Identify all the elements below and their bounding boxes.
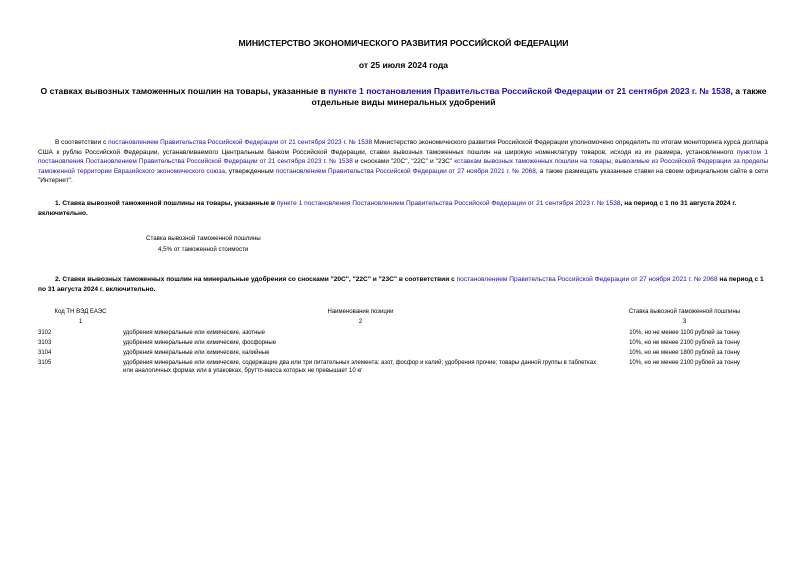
name-cell: удобрения минеральные или химические, азотные	[123, 330, 266, 336]
column-number-row	[38, 317, 771, 329]
intro-text: , а также размещать указанные ставки на своем официальном сайте в сети "Интернет".	[38, 167, 768, 185]
document-date: от 25 июля 2024 года	[358, 60, 449, 70]
column-header-name: Наименование позиции	[327, 309, 394, 315]
column-number: 2	[358, 319, 363, 325]
export-duty-rates-link[interactable]: кставкам вывозных таможенных пошлин на товары, вывозимые из Российской Федерации за пределы таможенной территории Евразийского экономического союза	[38, 158, 768, 175]
code-cell: 3103	[38, 340, 52, 346]
name-cell: удобрения минеральные или химические, калийные	[123, 350, 270, 356]
name-cell: удобрения минеральные или химические, фосфорные	[123, 340, 277, 346]
section-1-text: 1. Ставка вывозной таможенной пошлины на товары, указанные в	[55, 200, 277, 207]
decree-1538-point1-link[interactable]: пунктом 1 постановления Постановлением Правительства Российской Федерации от 21 сентября 2023 г. № 1538	[38, 148, 769, 166]
table-header-row	[38, 307, 771, 317]
intro-text: , утвержденным	[224, 167, 276, 175]
rate-block	[146, 233, 261, 255]
table-row	[38, 329, 771, 339]
decree-1538-link[interactable]: постановлением Правительства Российской Федерации от 21 сентября 2023 г. № 1538	[108, 139, 373, 146]
section-2-link[interactable]: постановлением Правительства Российской Федерации от 27 ноября 2021 г. № 2068	[456, 276, 718, 283]
intro-text: В соответствии с	[55, 139, 109, 146]
title-link[interactable]: пункте 1 постановления Правительства Российской Федерации от 21 сентября 2023 г. № 1538	[328, 86, 731, 96]
code-cell: 3105	[38, 360, 52, 366]
code-cell: 3102	[38, 330, 52, 336]
table-row	[38, 359, 771, 377]
column-header-code: Код ТН ВЭД ЕАЭС	[54, 309, 107, 315]
section-2-text-end: на период с 1 по 31 августа 2024 г. включительно.	[38, 276, 764, 293]
title-text: О ставках вывозных таможенных пошлин на товары, указанные в	[40, 86, 329, 96]
code-cell: 3104	[38, 350, 52, 356]
column-number: 3	[682, 319, 687, 325]
fertilizer-rates-table	[38, 307, 771, 377]
section-2-text: 2. Ставки вывозных таможенных пошлин на минеральные удобрения со сносками "20С", "22С" и "23С" в соответствии с	[55, 276, 457, 283]
name-cell: удобрения минеральные или химические, содержащие два или три питательных элемента: азот, фосфор и калий; удобрения прочие; товары данной группы в таблетках или аналогичных формах или в упаковках, брутто-масса которых не превышает 10 кг	[123, 360, 597, 374]
section-1-text-end: , на период с 1 по 31 августа 2024 г. включительно.	[38, 200, 737, 217]
section-2-paragraph	[38, 275, 768, 295]
table-row	[38, 349, 771, 359]
rate-cell: 10%, но не менее 2100 рублей за тонну	[629, 360, 740, 366]
section-1-link[interactable]: пункте 1 постановления Постановлением Правительства Российской Федерации от 21 сентября 2023 г. № 1538	[276, 200, 621, 207]
table-row	[38, 339, 771, 349]
rate-value: 4,5% от таможенной стоимости	[158, 246, 249, 253]
document-title	[40, 86, 767, 108]
intro-paragraph	[38, 138, 768, 186]
column-header-rate: Ставка вывозной таможенной пошлины	[628, 309, 741, 315]
rate-cell: 10%, но не менее 2100 рублей за тонну	[629, 340, 740, 346]
rate-label: Ставка вывозной таможенной пошлины	[146, 235, 261, 242]
section-1-paragraph	[38, 199, 768, 219]
intro-text: и сносками "20С", "22С" и "23С"	[352, 158, 455, 166]
title-text-end: , а также отдельные виды минеральных удобрений	[311, 86, 767, 107]
rate-cell: 10%, но не менее 1800 рублей за тонну	[629, 350, 740, 356]
column-number: 1	[78, 319, 83, 325]
rate-cell: 10%, но не менее 1100 рублей за тонну	[629, 330, 740, 336]
ministry-heading: МИНИСТЕРСТВО ЭКОНОМИЧЕСКОГО РАЗВИТИЯ РОССИЙСКОЙ ФЕДЕРАЦИИ	[238, 38, 569, 48]
decree-2068-link[interactable]: постановлением Правительства Российской Федерации от 27 ноября 2021 г. № 2068	[275, 167, 536, 175]
intro-text: Министерство экономического развития Российской Федерации уполномочено определять по итогам мониторинга курса доллара США к рублю Российской Федерации, устанавливаемого Центральным банком Российской Федерации, ставки вывозных таможенных пошлин на широкую номенклатуру товаров, исходя из их размера, установленного	[38, 139, 769, 156]
